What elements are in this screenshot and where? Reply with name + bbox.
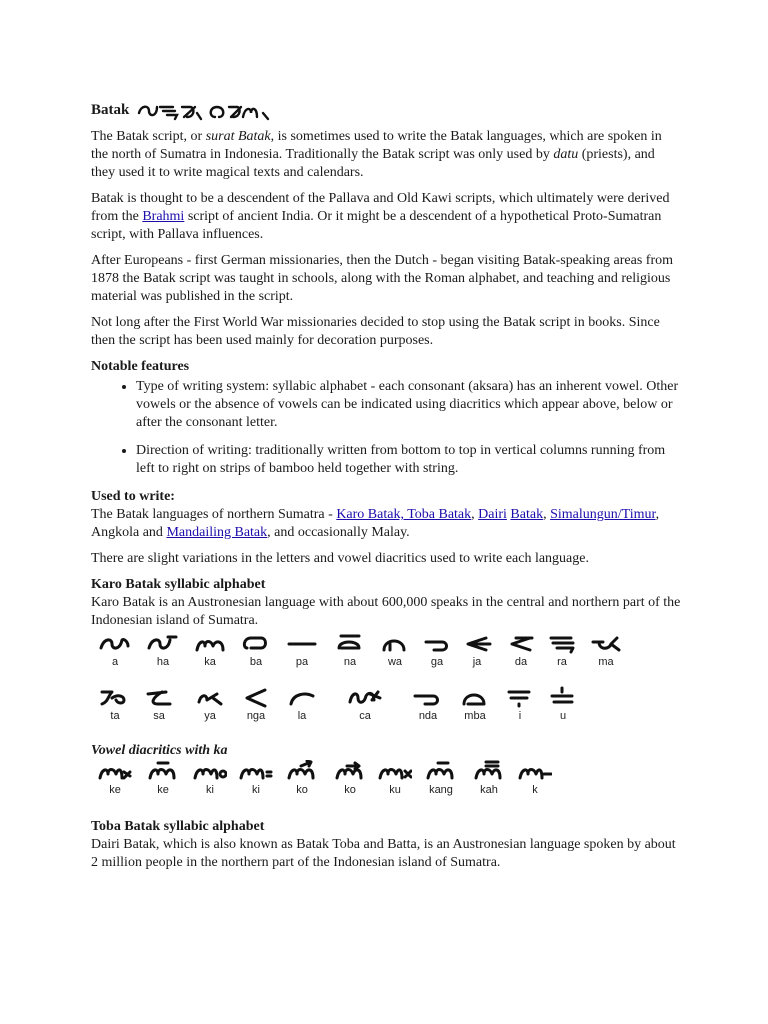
glyph-label: u xyxy=(559,710,567,722)
batak-glyph-image xyxy=(504,632,538,654)
variations-paragraph: There are slight variations in the letters and vowel diacritics used to write each language. xyxy=(91,551,589,566)
batak-glyph-image xyxy=(98,760,132,782)
toba-description: Dairi Batak, which is also known as Batak Toba and Batta, is an Austronesian language spoken by about 2 million people in the northern part of the Indonesian island of Sumatra. xyxy=(91,837,676,870)
glyph-label: sa xyxy=(153,710,165,722)
article xyxy=(91,96,681,880)
glyph-label: nda xyxy=(418,710,438,722)
glyph-label: da xyxy=(514,656,528,668)
karo-glyph-nga xyxy=(232,686,280,723)
batak-glyph-image xyxy=(333,632,367,654)
batak-glyph-image xyxy=(285,632,319,654)
list-item: • Type of writing system: syllabic alphabet - each consonant (aksara) has an inherent vowel. Other vowels or the absence of vowels can be indicated using diacritics which appear above, below or after the consonant letter. xyxy=(136,378,681,432)
page-title xyxy=(91,96,681,124)
batak-glyph-image xyxy=(239,760,273,782)
glyph-label: ku xyxy=(389,784,401,796)
glyph-label: i xyxy=(518,710,522,722)
diacritic-glyph-ki xyxy=(232,760,280,797)
karo-glyph-ba xyxy=(232,632,280,669)
list-item: • Direction of writing: traditionally written from bottom to top in vertical columns running from left to right on strips of bamboo held together with string. xyxy=(136,442,681,478)
glyph-label: ki xyxy=(206,784,214,796)
batak-glyph-image xyxy=(142,686,176,708)
batak-glyph-image xyxy=(411,686,445,708)
karo-glyph-sa xyxy=(135,686,183,723)
batak-glyph-image xyxy=(285,760,319,782)
karo-glyph-ma xyxy=(582,632,630,669)
glyph-label: ja xyxy=(472,656,482,668)
batak-glyph-image xyxy=(98,632,132,654)
diacritic-glyph-ko xyxy=(278,760,326,797)
used-to-write-heading: Used to write: xyxy=(91,489,175,504)
glyph-label: ke xyxy=(157,784,169,796)
karo-glyph-ca xyxy=(341,686,389,723)
batak-glyph-image xyxy=(239,632,273,654)
karo-glyph-nda xyxy=(404,686,452,723)
intro-paragraph-1: The Batak script, or surat Batak, is sometimes used to write the Batak languages, which are spoken in the north of Sumatra in Indonesia. Traditionally the Batak script was only used by datu (priests), and they used it to write magical texts and calendars. xyxy=(91,129,662,180)
batak-glyph-image xyxy=(458,686,492,708)
batak-glyph-image xyxy=(193,686,227,708)
batak-glyph-image xyxy=(420,632,454,654)
karo-glyph-ja xyxy=(453,632,501,669)
batak-glyph-image xyxy=(503,686,537,708)
glyph-label: wa xyxy=(387,656,403,668)
glyph-label: la xyxy=(297,710,307,722)
intro-paragraph-2: Batak is thought to be a descendent of the Pallava and Old Kawi scripts, which ultimately were derived from the Brahmi script of ancient India. Or it might be a descendent of a hypothetical Proto-Sumatran script, with Pallava influences. xyxy=(91,191,670,242)
karo-alphabet-row-2 xyxy=(91,686,681,736)
glyph-label: a xyxy=(111,656,119,668)
title-text: Batak xyxy=(91,102,130,118)
karo-description: Karo Batak is an Austronesian language with about 600,000 speaks in the central and northern part of the Indonesian island of Sumatra. xyxy=(91,595,681,628)
glyph-label: ki xyxy=(252,784,260,796)
karo-glyph-na xyxy=(326,632,374,669)
batak-glyph-image xyxy=(193,760,227,782)
glyph-label: ca xyxy=(359,710,371,722)
simalungun-link[interactable]: Simalungun/Timur xyxy=(550,507,656,522)
glyph-label: ko xyxy=(344,784,356,796)
diacritic-glyph-kah xyxy=(465,760,513,797)
batak-glyph-image xyxy=(424,760,458,782)
notable-features-heading: Notable features xyxy=(91,359,190,374)
diacritic-glyph-ku xyxy=(371,760,419,797)
diacritic-glyph-ko xyxy=(326,760,374,797)
batak-title-script-image xyxy=(137,99,272,121)
batak-glyph-image xyxy=(546,686,580,708)
diacritic-glyph-ke xyxy=(91,760,139,797)
karo-glyph-ha xyxy=(139,632,187,669)
glyph-label: mba xyxy=(464,710,486,722)
karo-alphabet-row-1 xyxy=(91,632,681,682)
batak-glyph-image xyxy=(146,760,180,782)
karo-heading: Karo Batak syllabic alphabet xyxy=(91,577,266,592)
batak-glyph-image xyxy=(378,632,412,654)
batak-glyph-image xyxy=(472,760,506,782)
karo-glyph-pa xyxy=(278,632,326,669)
glyph-label: ha xyxy=(156,656,170,668)
karo-glyph-i xyxy=(496,686,544,723)
batak-glyph-image xyxy=(333,760,367,782)
glyph-label: ke xyxy=(109,784,121,796)
glyph-label: na xyxy=(343,656,357,668)
karo-glyph-ka xyxy=(186,632,234,669)
glyph-label: k xyxy=(532,784,538,796)
used-to-write-paragraph: The Batak languages of northern Sumatra - Karo Batak, Toba Batak, Dairi Batak, Simalungun/Timur, Angkola and Mandailing Batak, and occasionally Malay. xyxy=(91,507,660,540)
notable-features-list xyxy=(91,378,681,478)
batak-glyph-image xyxy=(146,632,180,654)
glyph-label: pa xyxy=(295,656,309,668)
batak-glyph-image xyxy=(98,686,132,708)
batak-glyph-image xyxy=(545,632,579,654)
batak-glyph-image xyxy=(518,760,552,782)
diacritics-row xyxy=(91,760,681,814)
brahmi-link[interactable]: Brahmi xyxy=(142,209,185,224)
karo-toba-link[interactable]: Karo Batak, Toba Batak xyxy=(336,507,472,522)
glyph-label: kah xyxy=(480,784,498,796)
glyph-label: ko xyxy=(296,784,308,796)
intro-paragraph-3: After Europeans - first German missionaries, then the Dutch - began visiting Batak-speaking areas from 1878 the Batak script was taught in schools, along with the Roman alphabet, and teaching and religious material was published in the script. xyxy=(91,253,673,304)
glyph-label: ga xyxy=(430,656,444,668)
glyph-label: kang xyxy=(429,784,453,796)
karo-glyph-la xyxy=(278,686,326,723)
glyph-label: ta xyxy=(110,710,120,722)
karo-glyph-a xyxy=(91,632,139,669)
glyph-label: ma xyxy=(598,656,614,668)
glyph-label: nga xyxy=(246,710,266,722)
toba-heading: Toba Batak syllabic alphabet xyxy=(91,819,265,834)
diacritic-glyph-ke xyxy=(139,760,187,797)
batak-glyph-image xyxy=(589,632,623,654)
karo-glyph-mba xyxy=(451,686,499,723)
mandailing-link[interactable]: Mandailing Batak xyxy=(166,525,268,540)
karo-glyph-u xyxy=(539,686,587,723)
diacritic-glyph-kang xyxy=(417,760,465,797)
glyph-label: ra xyxy=(557,656,567,668)
glyph-label: ka xyxy=(204,656,216,668)
batak-glyph-image xyxy=(378,760,412,782)
intro-paragraph-4: Not long after the First World War missionaries decided to stop using the Batak script in books. Since then the script has been used mainly for decoration purposes. xyxy=(91,315,660,348)
diacritic-glyph-ki xyxy=(186,760,234,797)
karo-glyph-wa xyxy=(371,632,419,669)
glyph-label: ba xyxy=(249,656,263,668)
dairi-link[interactable]: Dairi xyxy=(478,507,507,522)
karo-glyph-ya xyxy=(186,686,234,723)
diacritics-heading: Vowel diacritics with ka xyxy=(91,743,228,758)
batak-link[interactable]: Batak xyxy=(510,507,544,522)
batak-glyph-image xyxy=(285,686,319,708)
batak-glyph-image xyxy=(193,632,227,654)
diacritic-glyph-k xyxy=(511,760,559,797)
batak-glyph-image xyxy=(239,686,273,708)
batak-glyph-image xyxy=(460,632,494,654)
batak-glyph-image xyxy=(348,686,382,708)
karo-glyph-ra xyxy=(538,632,586,669)
karo-glyph-ta xyxy=(91,686,139,723)
glyph-label: ya xyxy=(204,710,216,722)
